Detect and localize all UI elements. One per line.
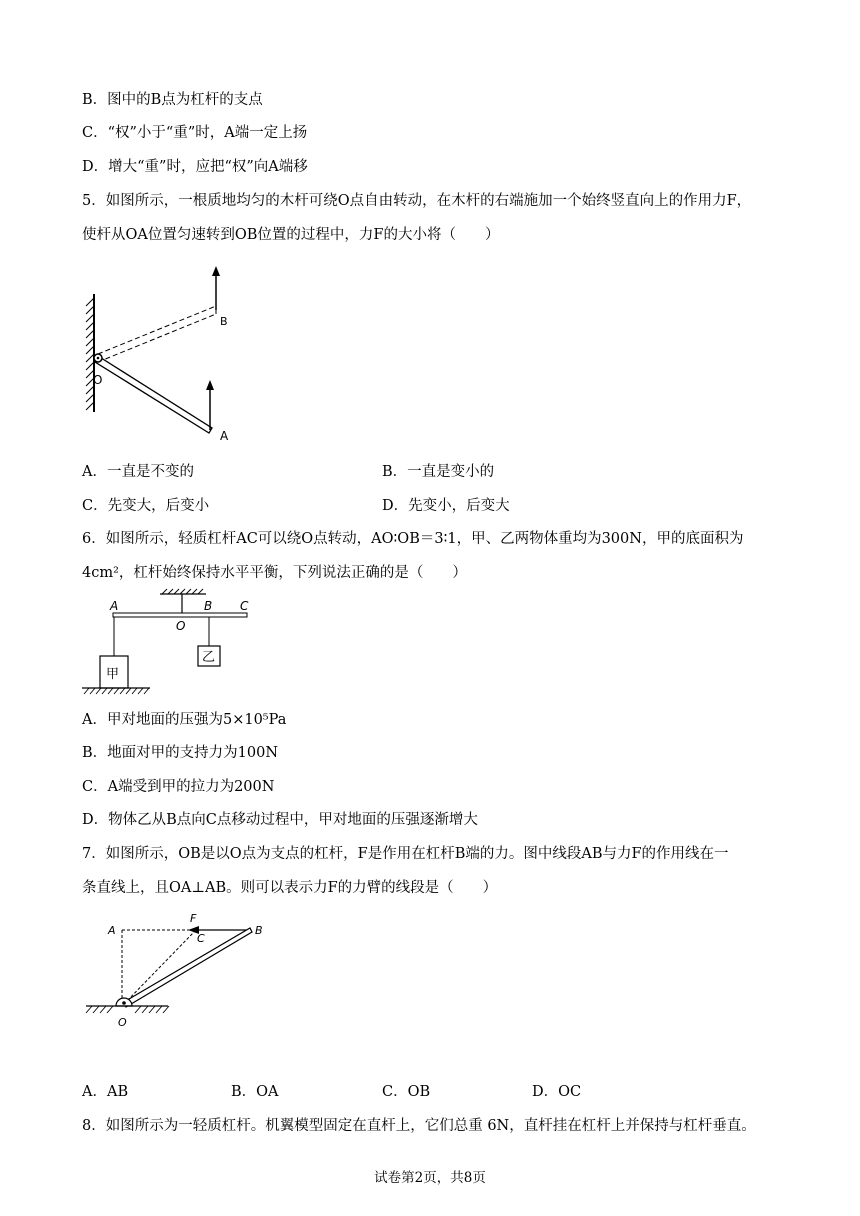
q5-label-a: A bbox=[220, 429, 229, 443]
q7-label-a: A bbox=[108, 924, 116, 937]
q5-figure bbox=[80, 262, 250, 447]
q7-stem-line1: 7．如图所示，OB是以O点为支点的杠杆，F是作用在杠杆B端的力。图中线段AB与力F的作用线在一 bbox=[82, 846, 729, 862]
q5-option-a: A．一直是不变的 bbox=[82, 464, 194, 480]
q7-label-f: F bbox=[190, 912, 197, 925]
q5-option-b: B．一直是变小的 bbox=[382, 464, 495, 480]
q5-label-o: O bbox=[93, 373, 103, 387]
q6-option-a: A．甲对地面的压强为5×10⁵Pa bbox=[82, 712, 287, 728]
q4-option-c: C．“权”小于“重”时，A端一定上扬 bbox=[82, 125, 308, 141]
q6-label-a: A bbox=[110, 599, 119, 613]
q7-option-a: A．AB bbox=[82, 1084, 129, 1100]
q7-stem-line2: 条直线上，且OA⊥AB。则可以表示力F的力臂的线段是（ ） bbox=[82, 880, 498, 896]
page-footer: 试卷第2页，共8页 bbox=[374, 1170, 486, 1186]
q6-stem-line2: 4cm²，杠杆始终保持水平平衡，下列说法正确的是（ ） bbox=[82, 565, 467, 581]
q5-stem-line1: 5．如图所示，一根质地均匀的木杆可绕O点自由转动，在木杆的右端施加一个始终竖直向上的作用力F， bbox=[82, 193, 752, 209]
q6-label-b: B bbox=[204, 599, 213, 613]
q7-label-o: O bbox=[118, 1016, 127, 1029]
q5-stem-line2: 使杆从OA位置匀速转到OB位置的过程中，力F的大小将（ ） bbox=[82, 227, 500, 243]
q8-stem-line1: 8．如图所示为一轻质杠杆。机翼模型固定在直杆上，它们总重 6N，直杆挂在杠杆上并保持与杠杆垂直。 bbox=[82, 1118, 756, 1134]
q6-option-d: D．物体乙从B点向C点移动过程中，甲对地面的压强逐渐增大 bbox=[82, 812, 478, 828]
q5-option-c: C．先变大，后变小 bbox=[82, 498, 210, 514]
q5-label-b: B bbox=[220, 315, 228, 328]
q7-label-b: B bbox=[255, 924, 263, 937]
q6-stem-line1: 6．如图所示，轻质杠杆AC可以绕O点转动，AO∶OB＝3∶1，甲、乙两物体重均为300N，甲的底面积为 bbox=[82, 531, 744, 547]
q6-label-yi: 乙 bbox=[202, 650, 216, 665]
q7-option-c: C．OB bbox=[382, 1084, 431, 1100]
q4-option-d: D．增大“重”时，应把“权”向A端移 bbox=[82, 159, 308, 175]
q7-label-c: C bbox=[197, 932, 205, 945]
q6-option-b: B．地面对甲的支持力为100N bbox=[82, 745, 279, 761]
q6-label-jia: 甲 bbox=[106, 667, 120, 682]
q4-option-b: B．图中的B点为杠杆的支点 bbox=[82, 92, 263, 108]
q6-figure bbox=[80, 588, 260, 696]
q7-figure bbox=[80, 910, 280, 1032]
q5-option-d: D．先变小，后变大 bbox=[382, 498, 510, 514]
q7-option-d: D．OC bbox=[532, 1084, 582, 1100]
q6-label-c: C bbox=[240, 599, 249, 613]
q6-option-c: C．A端受到甲的拉力为200N bbox=[82, 779, 275, 795]
q7-option-b: B．OA bbox=[231, 1084, 279, 1100]
q6-label-o: O bbox=[176, 619, 186, 633]
